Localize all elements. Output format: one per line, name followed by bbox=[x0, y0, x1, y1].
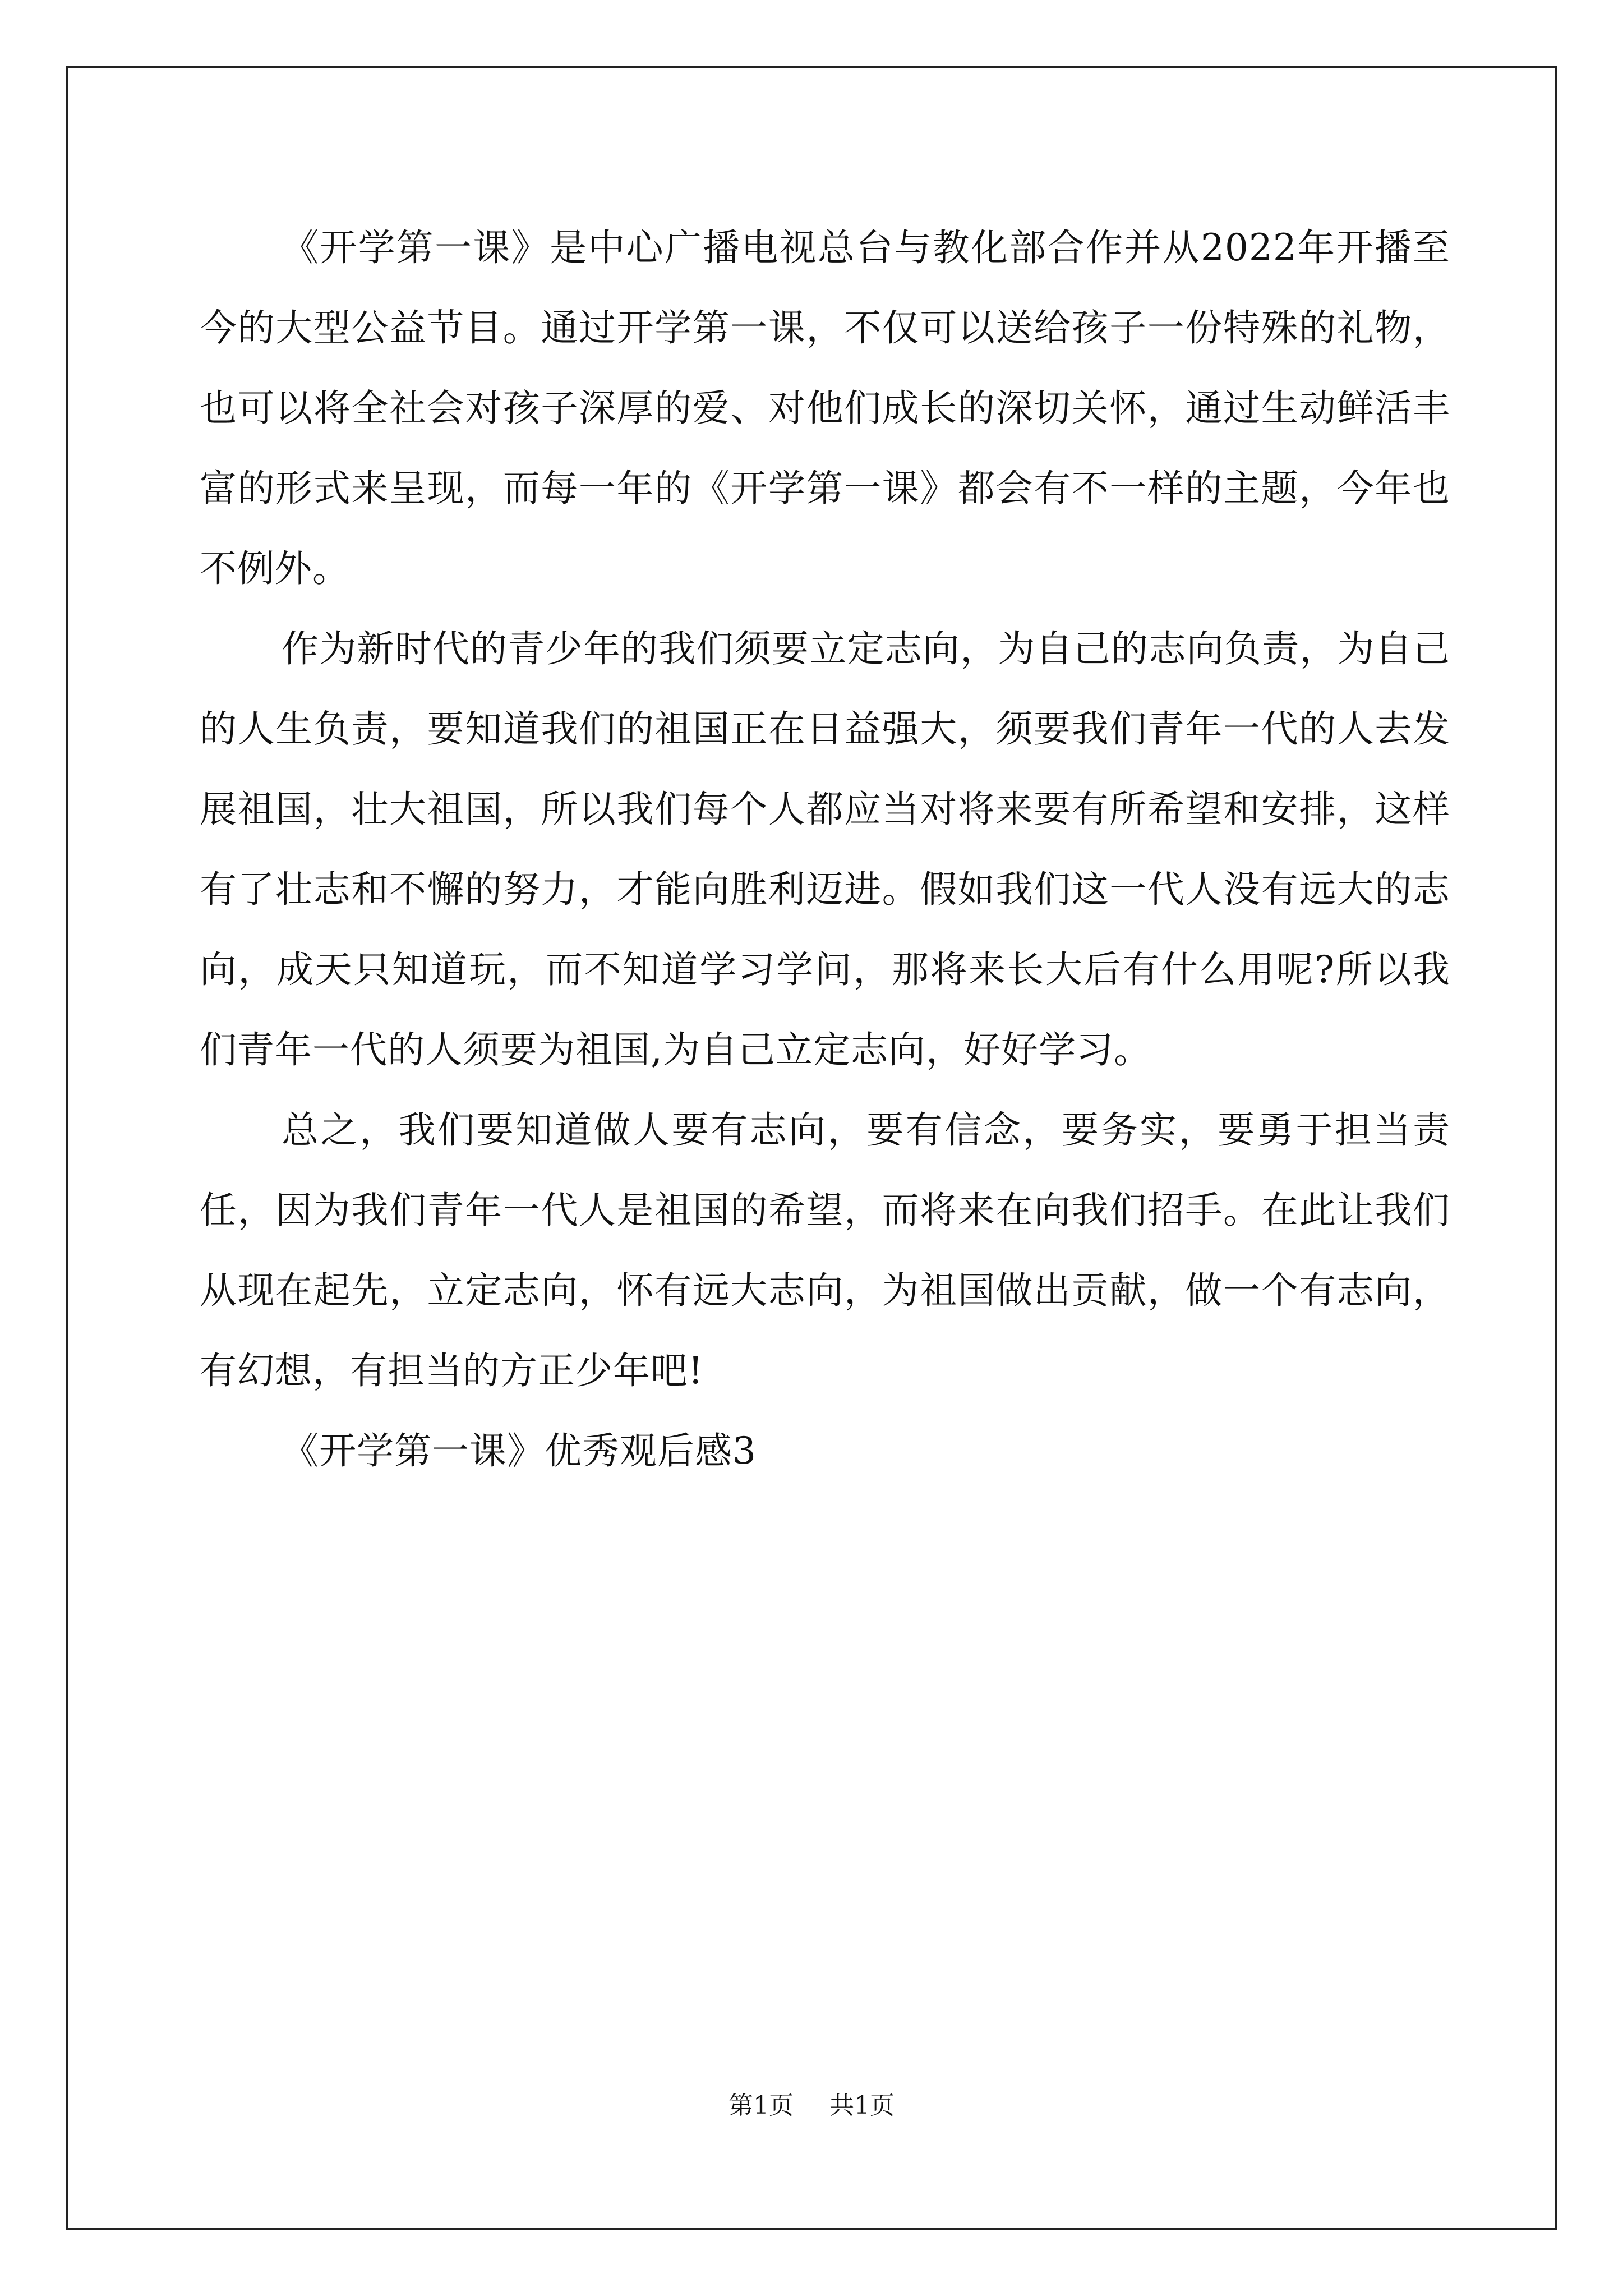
paragraph-conclusion: 总之，我们要知道做人要有志向，要有信念，要务实，要勇于担当责任，因为我们青年一代人是祖国的希望，而将来在向我们招手。在此让我们从现在起先，立定志向，怀有远大志向，为祖国做出贡献，做一个有志向，有幻想，有担当的方正少年吧! bbox=[200, 1108, 1450, 1392]
page-number: 第1页 bbox=[728, 2091, 794, 2120]
document-body bbox=[200, 208, 1450, 1491]
paragraph-intro: 《开学第一课》是中心广播电视总台与教化部合作并从2022年开播至今的大型公益节目。通过开学第一课，不仅可以送给孩子一份特殊的礼物，也可以将全社会对孩子深厚的爱、对他们成长的深切关怀，通过生动鲜活丰富的形式来呈现，而每一年的《开学第一课》都会有不一样的主题，今年也不例外。 bbox=[200, 226, 1450, 590]
page-total: 共1页 bbox=[829, 2091, 895, 2120]
section-heading: 《开学第一课》优秀观后感3 bbox=[282, 1429, 757, 1473]
page-footer bbox=[0, 2089, 1623, 2123]
paragraph-ambition: 作为新时代的青少年的我们须要立定志向，为自己的志向负责，为自己的人生负责，要知道我们的祖国正在日益强大，须要我们青年一代的人去发展祖国，壮大祖国，所以我们每个人都应当对将来要有所希望和安排，这样有了壮志和不懈的努力，才能向胜利迈进。假如我们这一代人没有远大的志向，成天只知道玩，而不知道学习学问，那将来长大后有什么用呢?所以我们青年一代的人须要为祖国,为自己立定志向，好好学习。 bbox=[200, 627, 1450, 1071]
